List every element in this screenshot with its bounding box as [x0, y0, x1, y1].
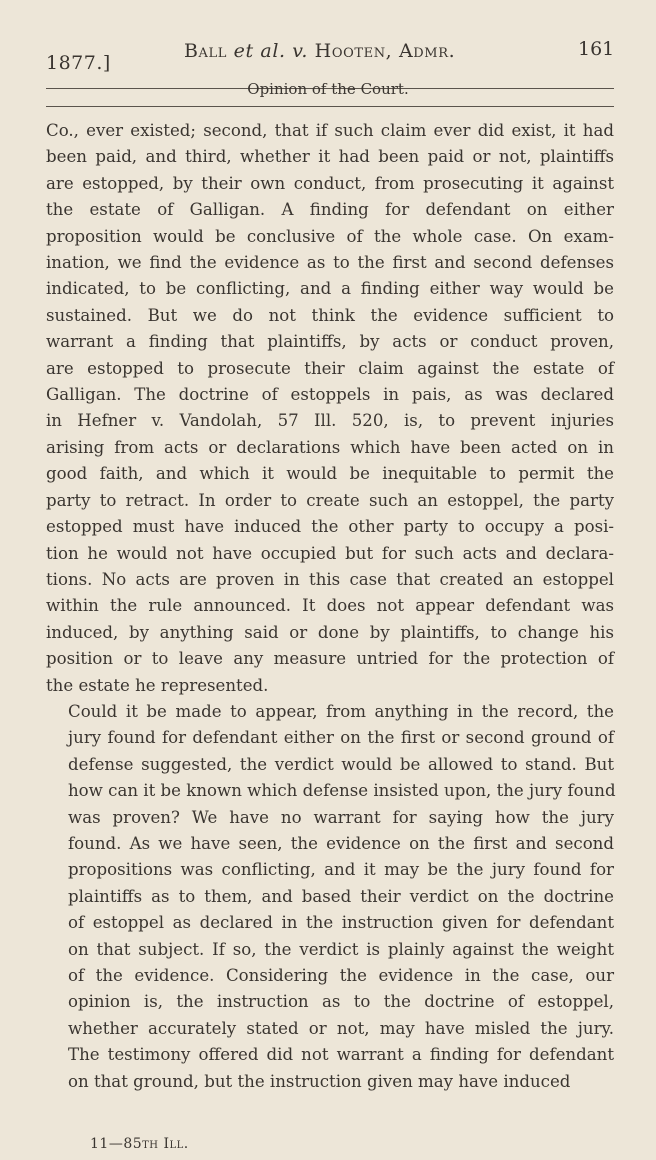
text-line: defense suggested, the verdict would be allowed to stand. But [68, 754, 614, 774]
text-line: The testimony offered did not warrant a finding for defendant [68, 1045, 614, 1065]
text-line: position or to leave any measure untried for the protection of [46, 649, 614, 669]
text-line: estopped must have induced the other party to occupy a posi- [46, 517, 614, 537]
text-line: of estoppel as declared in the instruction given for defendant [68, 913, 614, 933]
text-line: indicated, to be conflicting, and a finding either way would be [46, 279, 614, 299]
text-line: of the evidence. Considering the evidence in the case, our [68, 966, 614, 985]
text-line: propositions was conflicting, and it may be the jury found for [68, 860, 614, 880]
text-line: found. As we have seen, the evidence on the first and second [68, 833, 614, 853]
case-versus: v. [292, 40, 309, 62]
text-line: sustained. But we do not think the evidence sufficient to [46, 305, 614, 325]
text-line: on that subject. If so, the verdict is plainly against the weight [68, 939, 614, 959]
text-line: good faith, and which it would be inequitable to permit the [46, 464, 614, 484]
case-etal: et al. [233, 40, 286, 62]
opinion-body [46, 118, 614, 1095]
text-line: ination, we find the evidence as to the first and second defenses [46, 253, 614, 273]
subheading-rule [46, 106, 614, 107]
text-line: within the rule announced. It does not appear defendant was [46, 596, 614, 616]
text-line: was proven? We have no warrant for saying how the jury [68, 807, 614, 827]
text-line: been paid, and third, whether it had been paid or not, plaintiffs [46, 147, 614, 167]
text-line: jury found for defendant either on the first or second ground of [68, 728, 614, 748]
footer-signature: 11—85th Ill. [90, 1136, 189, 1152]
text-line: Co., ever existed; second, that if such claim ever did exist, it had [46, 121, 614, 140]
text-line: opinion is, the instruction as to the doctrine of estoppel, [68, 992, 614, 1012]
text-line: tions. No acts are proven in this case that created an estoppel [46, 569, 614, 589]
text-line: arising from acts or declarations which have been acted on in [46, 437, 614, 457]
text-line: tion he would not have occupied but for such acts and declara- [46, 543, 614, 563]
header-case-title [184, 40, 455, 62]
text-line: party to retract. In order to create such an estoppel, the party [46, 490, 614, 510]
text-line: Galligan. The doctrine of estoppels in pais, as was declared [46, 385, 614, 405]
text-line: how can it be known which defense insisted upon, the jury found [68, 781, 616, 801]
header-year: 1877.] [46, 52, 111, 74]
text-line: Could it be made to appear, from anything in the record, the [68, 701, 614, 721]
section-subheading: Opinion of the Court. [247, 80, 409, 98]
text-line: are estopped to prosecute their claim against the estate of [46, 358, 614, 378]
text-line: whether accurately stated or not, may have misled the jury. [68, 1018, 614, 1038]
text-line: the estate of Galligan. A finding for defendant on either [46, 200, 614, 220]
case-party-1: Ball [184, 40, 228, 62]
text-line: in Hefner v. Vandolah, 57 Ill. 520, is, to prevent injuries [46, 411, 614, 431]
text-line: are estopped, by their own conduct, from prosecuting it against [46, 173, 614, 193]
case-party-2: Hooten, Admr. [314, 40, 456, 62]
text-line: warrant a finding that plaintiffs, by acts or conduct proven, [46, 332, 614, 352]
text-line: the estate he represented. [46, 675, 269, 695]
text-line: proposition would be conclusive of the whole case. On exam- [46, 226, 614, 246]
page-number: 161 [578, 38, 615, 60]
text-line: plaintiffs as to them, and based their verdict on the doctrine [68, 886, 614, 906]
paragraph [46, 699, 614, 1095]
text-line: on that ground, but the instruction given may have induced [68, 1071, 571, 1091]
text-line: induced, by anything said or done by plaintiffs, to change his [46, 622, 614, 642]
paragraph [46, 118, 614, 699]
